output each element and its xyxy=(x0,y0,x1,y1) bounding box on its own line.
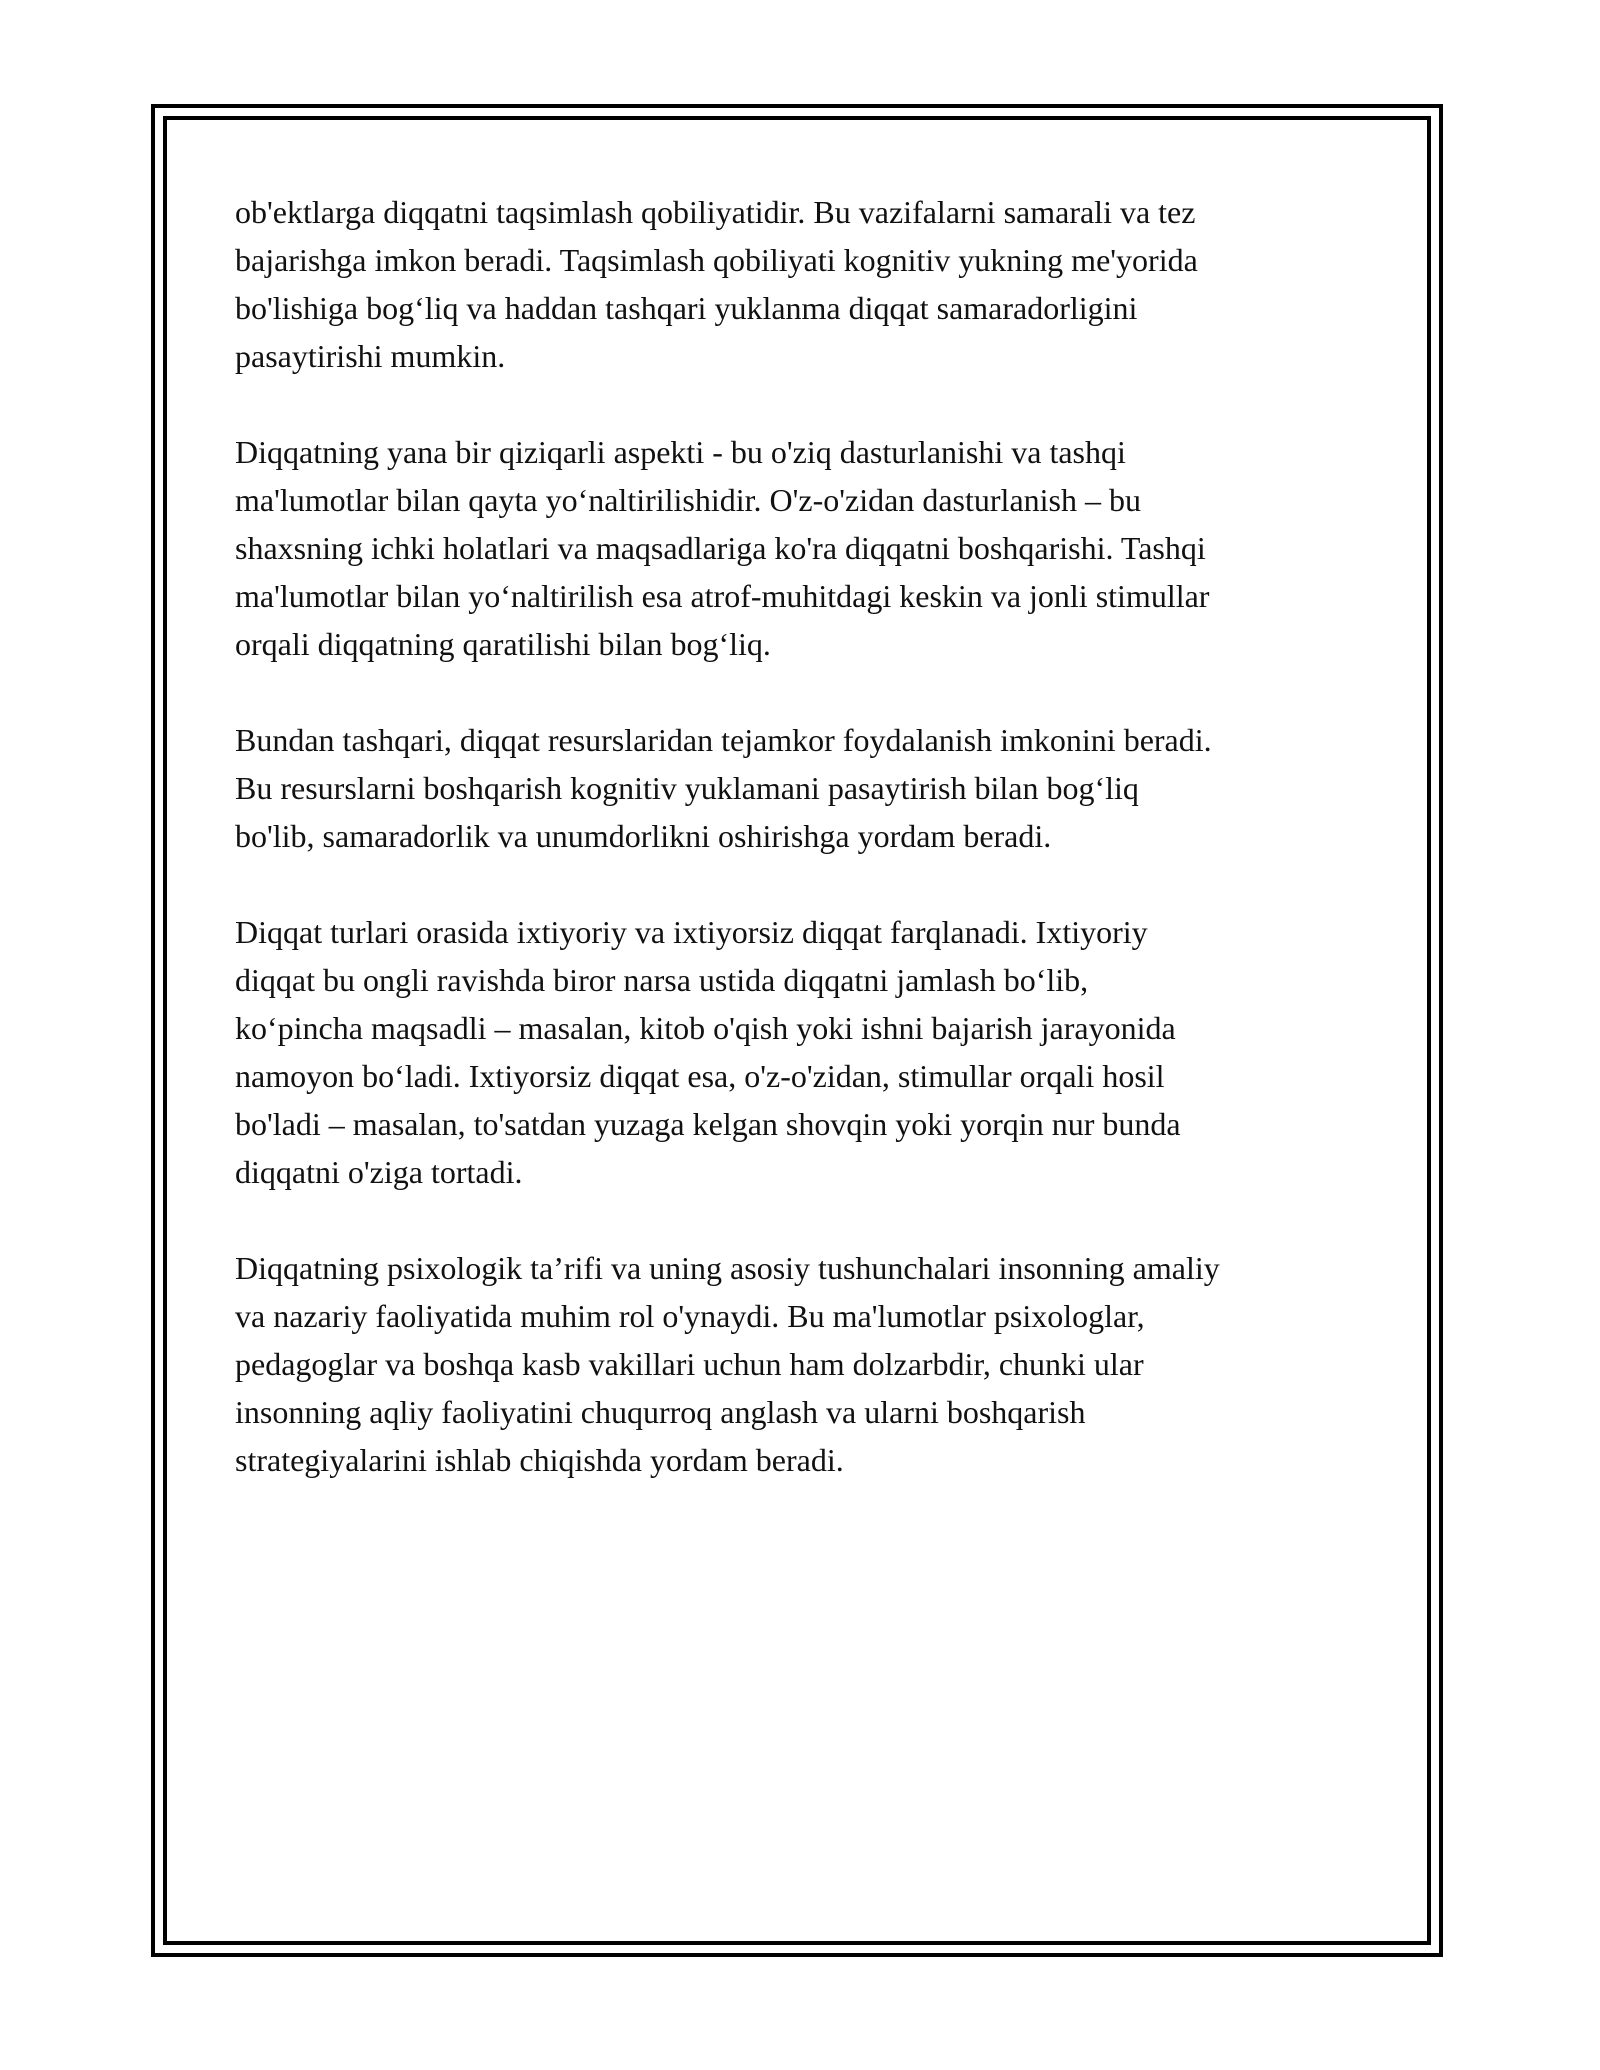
document-body xyxy=(235,188,1370,1532)
paragraph-2: Diqqatning yana bir qiziqarli aspekti - bu o'ziq dasturlanishi va tashqi ma'lumotlar bilan qayta yo‘naltirilishidir. O'z-o'zidan dasturlanish – bu shaxsning ichki holatlari va maqsadlariga ko'ra diqqatni boshqarishi. Tashqi ma'lumotlar bilan yo‘naltirilish esa atrof-muhitdagi keskin va jonli stimullar orqali diqqatning qaratilishi bilan bog‘liq. xyxy=(235,434,1210,662)
paragraph-4: Diqqat turlari orasida ixtiyoriy va ixtiyorsiz diqqat farqlanadi. Ixtiyoriy diqqat bu ongli ravishda biror narsa ustida diqqatni jamlash bo‘lib, ko‘pincha maqsadli – masalan, kitob o'qish yoki ishni bajarish jarayonida namoyon bo‘ladi. Ixtiyorsiz diqqat esa, o'z-o'zidan, stimullar orqali hosil bo'ladi – masalan, to'satdan yuzaga kelgan shovqin yoki yorqin nur bunda diqqatni o'ziga tortadi. xyxy=(235,914,1181,1190)
paragraph-1: ob'ektlarga diqqatni taqsimlash qobiliyatidir. Bu vazifalarni samarali va tez bajarishga imkon beradi. Taqsimlash qobiliyati kognitiv yukning me'yorida bo'lishiga bog‘liq va haddan tashqari yuklanma diqqat samaradorligini pasaytirishi mumkin. xyxy=(235,194,1198,374)
paragraph-3: Bundan tashqari, diqqat resurslaridan tejamkor foydalanish imkonini beradi. Bu resurslarni boshqarish kognitiv yuklamani pasaytirish bilan bog‘liq bo'lib, samaradorlik va unumdorlikni oshirishga yordam beradi. xyxy=(235,722,1212,854)
paragraph-5: Diqqatning psixologik ta’rifi va uning asosiy tushunchalari insonning amaliy va nazariy faoliyatida muhim rol o'ynaydi. Bu ma'lumotlar psixologlar, pedagoglar va boshqa kasb vakillari uchun ham dolzarbdir, chunki ular insonning aqliy faoliyatini chuqurroq anglash va ularni boshqarish strategiyalarini ishlab chiqishda yordam beradi. xyxy=(235,1250,1220,1478)
